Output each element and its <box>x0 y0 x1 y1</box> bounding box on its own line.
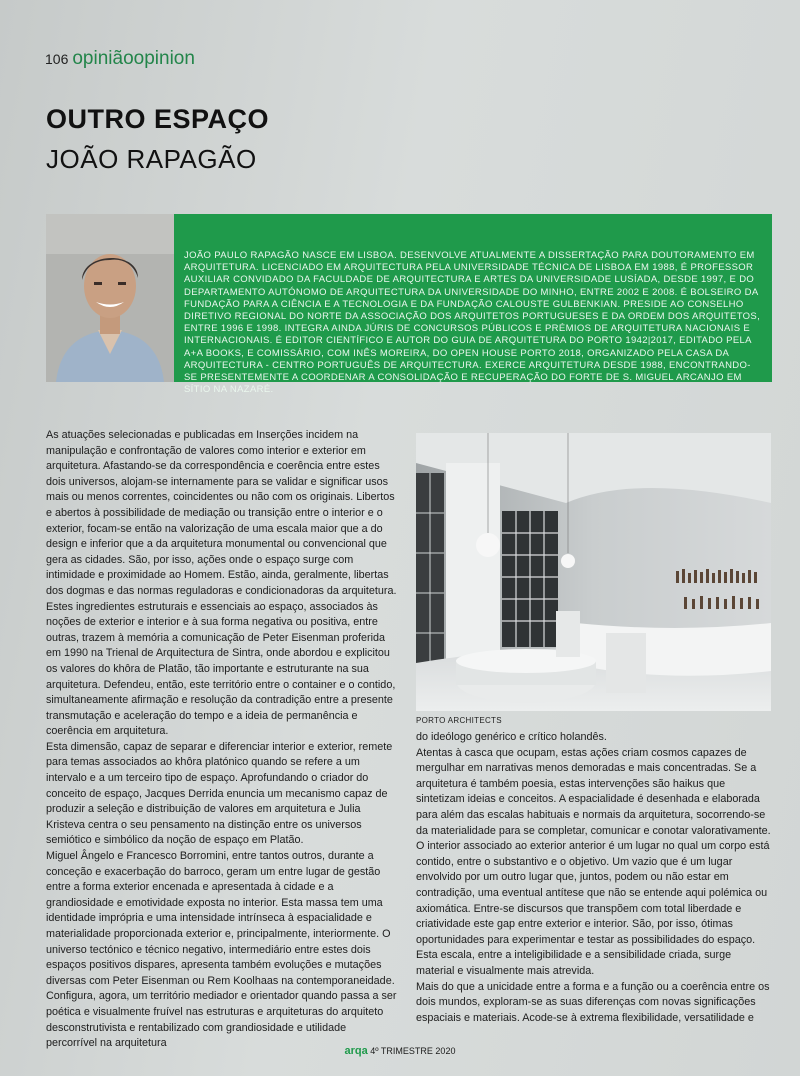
issue-label: 4º TRIMESTRE 2020 <box>370 1046 456 1056</box>
paragraph: Mais do que a unicidade entre a forma e a função ou a coerência entre os dois mundos, exploram-se as suas diferenças com novas significações espaciais e materiais. Acode-se à extrema flexibilidade, versatilidade e <box>416 980 770 1024</box>
page-number: 106 <box>45 51 69 67</box>
interior-bar-illustration <box>416 433 771 711</box>
interior-photo <box>416 433 771 711</box>
section-title-pt: opinião <box>72 48 134 69</box>
paragraph: O interior associado ao exterior anterior é um lugar no qual um corpo está contido, entre o substantivo e o objetivo. Um vazio que é um lugar envolvido por um outro lugar que, juntos, podem ou não estar em contradição, uma eventual antítese que não se entende aqui polémica ou axiomática. Entre-se discursos que transpõem com total liberdade e criatividade este gap entre exterior e interior. São, por isso, ótimas oportunidades para experimentar e testar as possibilidades do espaço. Esta escala, entre a inteligibilidade e a sensibilidade criada, surge material e visualmente mais atrevida. <box>416 840 770 977</box>
page-footer <box>0 1045 800 1057</box>
paragraph: Estes ingredientes estruturais e essenciais ao espaço, associados às noções de exterior e interior e à sua forma negativa ou positiva, entre outras, trazem à memória a comunicação de Peter Eisenman proferida em 1990 na Trienal de Arquitectura de Sintra, onde abordou e explicitou os valores do khôra de Platão, tão importante e estruturante na sua arquitetura. Defendeu, então, este território entre o container e o contido, simultaneamente afirmação e resolução da contradição entre a presente transmutação e aceleração do tempo e a ideia de permanência e coerência em arquitetura. <box>46 600 396 738</box>
author-portrait-illustration <box>46 214 174 382</box>
paragraph: do ideólogo genérico e crítico holandês. <box>416 731 607 743</box>
author-bio-box <box>46 214 772 396</box>
article-title: OUTRO ESPAÇO <box>46 104 270 134</box>
paragraph: Miguel Ângelo e Francesco Borromini, entre tantos outros, durante a conceção e exacerbação do barroco, geram um entre lugar de gestão entre a forma exterior encenada e apresentada à cidade e a grandiosidade e emotividade exposta no interior. Esta massa tem uma identidade imprópria e uma intensidade intrínseca à espacialidade e materialidade proporcionada exterior e, principalmente, interiormente. O universo tectónico e técnico negativo, intermediário entre estes dois espaços positivos dispares, apresenta também evoluções e mutações diversas com Peter Eisenman ou Rem Koolhaas na contemporaneidade. Configura, agora, um território mediador e orientador quando passa a ser poética e visualmente fruível nas estruturas e arquiteturas do arquiteto desconstrutivista e rentabilizado com grandiosidade e utilidade percorrível na arquitetura <box>46 850 397 1050</box>
author-photo <box>46 214 174 382</box>
photo-caption: PORTO ARCHITECTS <box>416 716 502 725</box>
running-header <box>45 48 195 70</box>
magazine-brand: arqa <box>344 1045 368 1057</box>
article-column-left <box>46 428 398 1052</box>
paragraph: As atuações selecionadas e publicadas em Inserções incidem na manipulação e confrontação de valores como interior e exterior em arquitetura. Afastando-se da correspondência e coerência entre estes dois universos, alojam-se internamente para se validar e significar usos mais ou menos correntes, coincidentes ou não com os originais. Libertos e abertos à possibilidade de mediação ou transição entre o interior e o exterior, focam-se então na valorização de uma escala maior que a do design e inferior que a da arquitetura monumental ou convencional que gera as cidades. São, por isso, ações onde o espaço surge com intimidade e proximidade ao Homem. Estão, ainda, geralmente, libertas dos dogmas e das normas reguladoras e condicionadoras da arquitetura. <box>46 429 397 597</box>
paragraph: Esta dimensão, capaz de separar e diferenciar interior e exterior, remete para temas associados ao khôra platónico quando se refere a um intervalo e a um terceiro tipo de espaço. Aprofundando o criador do conceito de espaço, Jacques Derrida enuncia um mecanismo capaz de produzir a seleção e distribuição de valores em arquitetura e Julia Kristeva centra o seu pensamento na distinção entre os universos semiótico e simbólico da noção de espaço em Platão. <box>46 740 393 847</box>
article-author: JOÃO RAPAGÃO <box>46 144 257 174</box>
article-column-right <box>416 730 771 1026</box>
section-title <box>72 48 195 70</box>
author-bio-text: JOÃO PAULO RAPAGÃO NASCE EM LISBOA. DESENVOLVE ATUALMENTE A DISSERTAÇÃO PARA DOUTORAMENTO EM ARQUITETURA. LICENCIADO EM ARQUITECTURA PELA UNIVERSIDADE TÉCNICA DE LISBOA EM 1988, É PROFESSOR AUXILIAR CONVIDADO DA FACULDADE DE ARQUITECTURA E ARTES DA UNIVERSIDADE LUSÍADA, DESDE 1997, E DO DEPARTAMENTO AUTÓNOMO DE ARQUITECTURA DA UNIVERSIDADE DO MINHO, ENTRE 2002 E 2008. É BOLSEIRO DA FUNDAÇÃO PARA A CIÊNCIA E A TECNOLOGIA E DA FUNDAÇÃO CALOUSTE GULBENKIAN. PRESIDE AO CONSELHO DIRETIVO REGIONAL DO NORTE DA ASSOCIAÇÃO DOS ARQUITETOS PORTUGUESES E DA ORDEM DOS ARQUITETOS, ENTRE 1996 E 1998. INTEGRA AINDA JÚRIS DE CONCURSOS PÚBLICOS E PRÉMIOS DE ARQUITETURA NACIONAIS E INTERNACIONAIS. É EDITOR CIENTÍFICO E AUTOR DO GUIA DE ARQUITETURA DO PORTO 1942|2017, EDITADO PELA A+A BOOKS, E COMISSÁRIO, COM INÊS MOREIRA, DO OPEN HOUSE PORTO 2018, ORGANIZADO PELA CASA DA ARQUITECTURA - CENTRO PORTUGUÊS DE ARQUITECTURA. EXERCE ARQUITETURA DESDE 1988, ENCONTRANDO-SE PRESENTEMENTE A COORDENAR A CONSOLIDAÇÃO E RECUPERAÇÃO DO FORTE DE S. MIGUEL ARCANJO EM SÍTIO NA NAZARÉ. <box>174 214 772 382</box>
section-title-en: opinion <box>133 48 195 69</box>
paragraph: Atentas à casca que ocupam, estas ações criam cosmos capazes de mergulhar em narrativas menos demoradas e mais concentradas. Se a arquitetura é também poesia, estas intervenções são haikus que sintetizam ideias e conceitos. A espacialidade é desenhada e elaborada para além das escalas habituais e normais da arquitetura, socorrendo-se da materialidade para se completar, comunicar e conotar valorativamente. <box>416 746 771 837</box>
